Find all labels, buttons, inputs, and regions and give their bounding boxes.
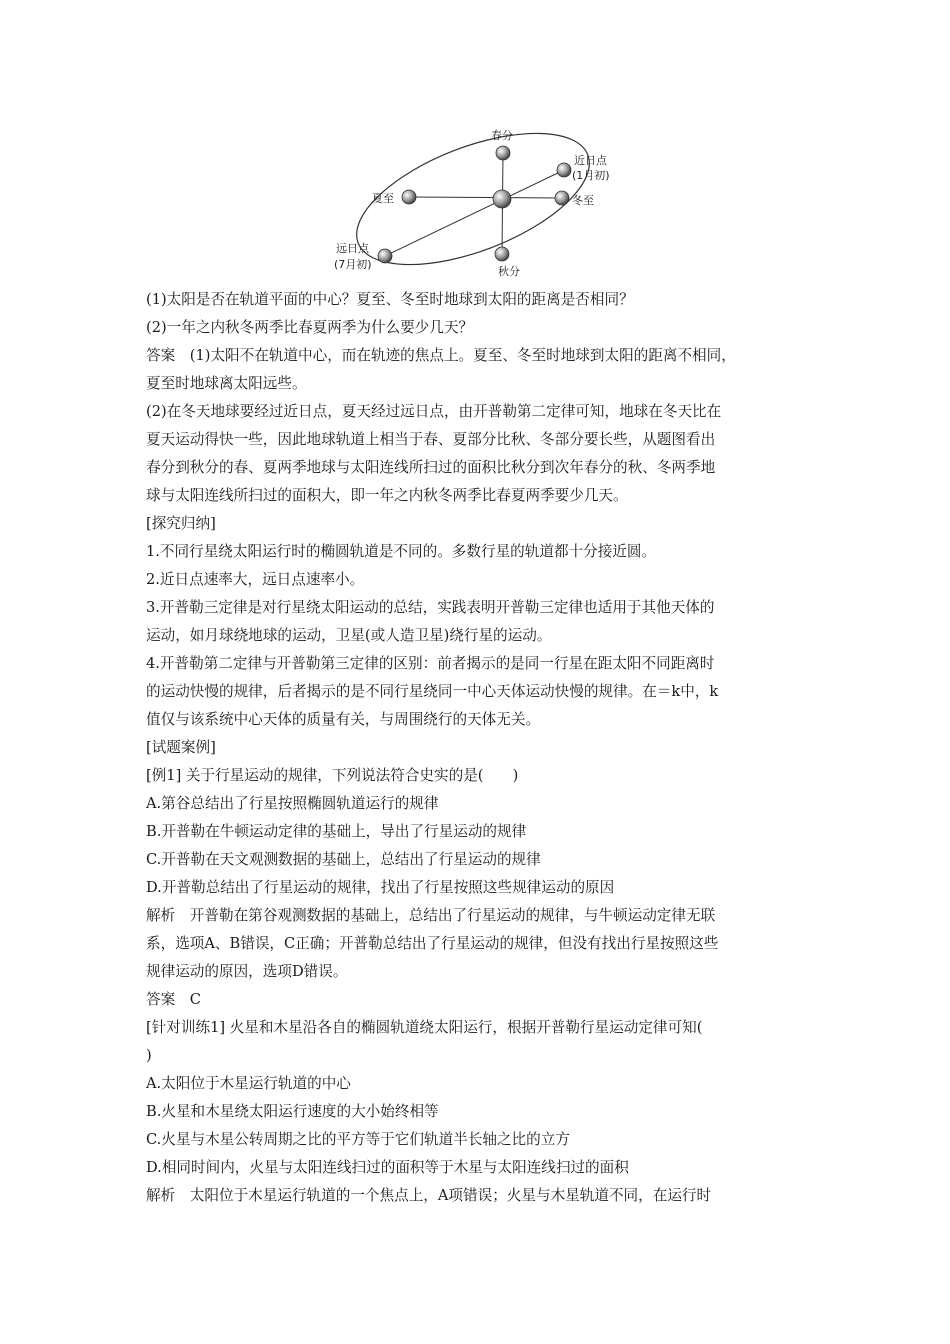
document-body [146, 286, 811, 1210]
label-perihelion-time: (1月初) [572, 169, 610, 182]
label-winter: 冬至 [572, 194, 594, 207]
label-aphelion: 远日点 [336, 242, 369, 255]
answer-line: (2)在冬天地球要经过近日点，夏天经过远日点，由开普勒第二定律可知，地球在冬天比在 [146, 403, 722, 420]
answer-line: 球与太阳连线所扫过的面积大，即一年之内秋冬两季比春夏两季要少几天。 [146, 487, 628, 504]
example-analysis: 系，选项A、B错误，C正确；开普勒总结出了行星运动的规律，但没有找出行星按照这些 [146, 935, 719, 952]
question-2: (2)一年之内秋冬两季比春夏两季为什么要少几天？ [146, 319, 474, 336]
axis-line-summer-winter [409, 197, 562, 198]
example-answer: 答案 C [146, 991, 201, 1008]
section-heading-summary: [探究归纳] [146, 515, 216, 532]
earth-perihelion-icon [557, 163, 571, 177]
section-heading-examples: [试题案例] [146, 739, 216, 756]
training-analysis: 解析 太阳位于木星运行轨道的一个焦点上，A项错误；火星与木星轨道不同，在运行时 [146, 1187, 712, 1204]
example-analysis: 规律运动的原因，选项D错误。 [146, 963, 348, 980]
training-question: ) [146, 1047, 152, 1064]
earth-winter-icon [555, 191, 569, 205]
example-option: B.开普勒在牛顿运动定律的基础上，导出了行星运动的规律 [146, 823, 527, 840]
training-option: A.太阳位于木星运行轨道的中心 [146, 1075, 351, 1092]
earth-spring-icon [496, 146, 510, 160]
example-option: C.开普勒在天文观测数据的基础上，总结出了行星运动的规律 [146, 851, 541, 868]
example-option: A.第谷总结出了行星按照椭圆轨道运行的规律 [146, 795, 439, 812]
training-option: B.火星和木星绕太阳运行速度的大小始终相等 [146, 1103, 439, 1120]
orbit-diagram-svg [330, 122, 620, 282]
summary-item: 的运动快慢的规律，后者揭示的是不同行星绕同一中心天体运动快慢的规律。在＝k中，k [146, 683, 719, 700]
answer-line: 答案 (1)太阳不在轨道中心，而在轨迹的焦点上。夏至、冬至时地球到太阳的距离不相同， [146, 347, 736, 364]
summary-item: 4.开普勒第二定律与开普勒第三定律的区别：前者揭示的是同一行星在距太阳不同距离时 [146, 655, 715, 672]
summary-item: 运动，如月球绕地球的运动，卫星(或人造卫星)绕行星的运动。 [146, 627, 552, 644]
answer-line: 夏至时地球离太阳远些。 [146, 375, 307, 392]
axis-line-aphelion-perihelion [385, 170, 564, 256]
earth-aphelion-icon [378, 249, 392, 263]
sun-icon [493, 190, 511, 208]
summary-item: 1.不同行星绕太阳运行时的椭圆轨道是不同的。多数行星的轨道都十分接近圆。 [146, 543, 657, 560]
label-aphelion-time: (7月初) [334, 258, 372, 271]
training-option: C.火星与木星公转周期之比的平方等于它们轨道半长轴之比的立方 [146, 1131, 570, 1148]
label-summer: 夏至 [372, 192, 394, 205]
earth-autumn-icon [495, 247, 509, 261]
summary-item: 2.近日点速率大，远日点速率小。 [146, 571, 365, 588]
label-perihelion: 近日点 [574, 154, 607, 167]
summary-item: 3.开普勒三定律是对行星绕太阳运动的总结，实践表明开普勒三定律也适用于其他天体的 [146, 599, 715, 616]
example-question: [例1] 关于行星运动的规律，下列说法符合史实的是( ) [146, 767, 519, 784]
orbit-diagram [330, 122, 620, 282]
answer-line: 春分到秋分的春、夏两季地球与太阳连线所扫过的面积比秋分到次年春分的秋、冬两季地 [146, 459, 716, 476]
training-option: D.相同时间内，火星与太阳连线扫过的面积等于木星与太阳连线扫过的面积 [146, 1159, 629, 1176]
example-option: D.开普勒总结出了行星运动的规律，找出了行星按照这些规律运动的原因 [146, 879, 615, 896]
answer-line: 夏天运动得快一些，因此地球轨道上相当于春、夏部分比秋、冬部分要长些，从题图看出 [146, 431, 716, 448]
question-1: (1)太阳是否在轨道平面的中心？夏至、冬至时地球到太阳的距离是否相同？ [146, 291, 634, 308]
training-question: [针对训练1] 火星和木星沿各自的椭圆轨道绕太阳运行，根据开普勒行星运动定律可知( [146, 1019, 703, 1036]
earth-summer-icon [402, 190, 416, 204]
label-autumn: 秋分 [498, 265, 520, 278]
example-analysis: 解析 开普勒在第谷观测数据的基础上，总结出了行星运动的规律，与牛顿运动定律无联 [146, 907, 716, 924]
label-spring: 春分 [491, 129, 513, 142]
summary-item: 值仅与该系统中心天体的质量有关，与周围绕行的天体无关。 [146, 711, 541, 728]
